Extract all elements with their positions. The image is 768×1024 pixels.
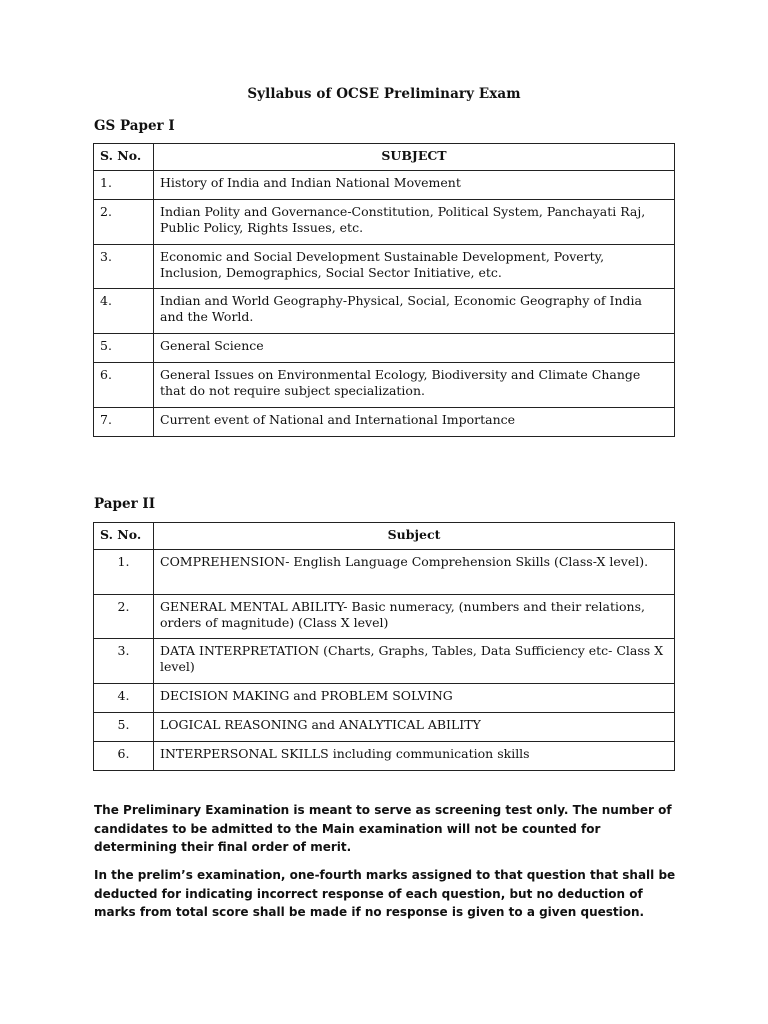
row-sno: 2. [94, 595, 154, 639]
table-row [94, 595, 675, 639]
row-sno: 7. [94, 408, 154, 437]
row-sno: 5. [94, 334, 154, 363]
row-subject: Indian Polity and Governance-Constitution, Political System, Panchayati Raj, Public Policy, Rights Issues, etc. [154, 200, 675, 245]
row-sno: 5. [94, 713, 154, 742]
column-header-sno: S. No. [94, 144, 154, 171]
row-subject: INTERPERSONAL SKILLS including communication skills [154, 742, 675, 771]
row-sno: 3. [94, 639, 154, 684]
table-header-row [94, 144, 675, 171]
row-sno: 4. [94, 684, 154, 713]
row-subject: Economic and Social Development Sustainable Development, Poverty, Inclusion, Demographics, Social Sector Initiative, etc. [154, 245, 675, 289]
table-row [94, 639, 675, 684]
note-screening-test: The Preliminary Examination is meant to serve as screening test only. The number of candidates to be admitted to the Main examination will not be counted for determining their final order of merit. [94, 803, 672, 854]
row-subject: GENERAL MENTAL ABILITY- Basic numeracy, (numbers and their relations, orders of magnitude) (Class X level) [154, 595, 675, 639]
table-row [94, 713, 675, 742]
row-subject: General Issues on Environmental Ecology, Biodiversity and Climate Change that do not require subject specialization. [154, 363, 675, 408]
gs-paper-1-heading: GS Paper I [94, 118, 175, 134]
table-row [94, 289, 675, 334]
row-subject: DATA INTERPRETATION (Charts, Graphs, Tables, Data Sufficiency etc- Class X level) [154, 639, 675, 684]
gs-paper-1-table [93, 143, 675, 437]
document-title: Syllabus of OCSE Preliminary Exam [247, 86, 521, 102]
column-header-sno: S. No. [94, 523, 154, 550]
table-row [94, 550, 675, 595]
row-subject: COMPREHENSION- English Language Comprehension Skills (Class-X level). [154, 550, 675, 595]
column-header-subject: Subject [154, 523, 675, 550]
row-sno: 2. [94, 200, 154, 245]
row-subject: General Science [154, 334, 675, 363]
column-header-subject: SUBJECT [154, 144, 675, 171]
table-row [94, 334, 675, 363]
note-negative-marking: In the prelim’s examination, one-fourth marks assigned to that question that shall be deducted for indicating incorrect response of each question, but no deduction of marks from total score shall be made if no response is given to a given question. [94, 868, 676, 919]
row-subject: Indian and World Geography-Physical, Social, Economic Geography of India and the World. [154, 289, 675, 334]
row-subject: LOGICAL REASONING and ANALYTICAL ABILITY [154, 713, 675, 742]
row-sno: 1. [94, 171, 154, 200]
table-row [94, 363, 675, 408]
table-row [94, 742, 675, 771]
row-sno: 4. [94, 289, 154, 334]
row-subject: Current event of National and International Importance [154, 408, 675, 437]
row-sno: 6. [94, 363, 154, 408]
table-row [94, 200, 675, 245]
table-header-row [94, 523, 675, 550]
row-subject: DECISION MAKING and PROBLEM SOLVING [154, 684, 675, 713]
row-sno: 1. [94, 550, 154, 595]
table-row [94, 245, 675, 289]
row-sno: 6. [94, 742, 154, 771]
row-subject: History of India and Indian National Movement [154, 171, 675, 200]
table-row [94, 408, 675, 437]
paper-2-table [93, 522, 675, 771]
table-row [94, 171, 675, 200]
paper-2-heading: Paper II [94, 496, 156, 512]
table-row [94, 684, 675, 713]
row-sno: 3. [94, 245, 154, 289]
